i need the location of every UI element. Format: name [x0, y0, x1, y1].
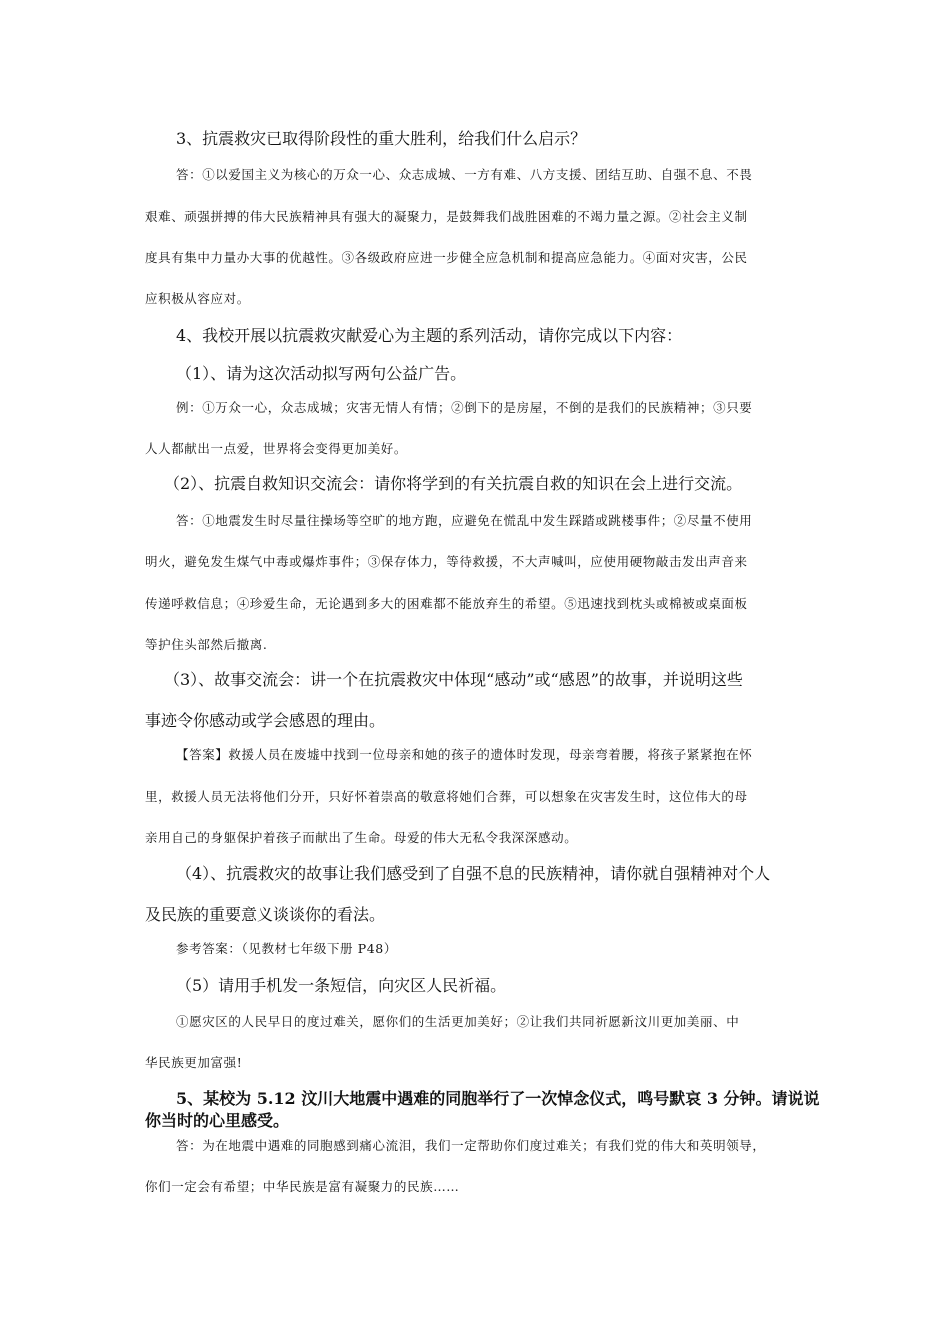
answer-4-3-line-3: 亲用自己的身躯保护着孩子而献出了生命。母爱的伟大无私令我深深感动。 — [145, 830, 578, 845]
answer-4-5-line-2: 华民族更加富强! — [145, 1055, 243, 1070]
question-4-intro: 4、我校开展以抗震救灾献爱心为主题的系列活动，请你完成以下内容： — [176, 326, 683, 345]
question-4-1: （1）、请为这次活动拟写两句公益广告。 — [176, 364, 467, 383]
answer-4-4-line-1: 参考答案：（见教材七年级下册 P48） — [176, 941, 397, 956]
question-4-3-line-2: 事迹令你感动或学会感恩的理由。 — [145, 711, 386, 730]
answer-4-3-line-2: 里，救援人员无法将他们分开，只好怀着崇高的敬意将她们合葬，可以想象在灾害发生时，这位伟大的母 — [145, 789, 748, 804]
question-5-line-1: 5、某校为 5.12 汶川大地震中遇难的同胞举行了一次悼念仪式，鸣号默哀 3 分钟。请说说 — [176, 1089, 820, 1108]
answer-4-2-line-1: 答：①地震发生时尽量往操场等空旷的地方跑，应避免在慌乱中发生踩踏或跳楼事件；②尽量不使用 — [176, 513, 753, 528]
question-4-5: （5）请用手机发一条短信，向灾区人民祈福。 — [176, 976, 507, 995]
question-3: 3、抗震救灾已取得阶段性的重大胜利，给我们什么启示？ — [176, 129, 587, 148]
question-4-4-line-2: 及民族的重要意义谈谈你的看法。 — [145, 905, 386, 924]
answer-5-line-1: 答：为在地震中遇难的同胞感到痛心流泪，我们一定帮助你们度过难关；有我们党的伟大和英明领导， — [176, 1138, 766, 1153]
question-4-4-line-1: （4）、抗震救灾的故事让我们感受到了自强不息的民族精神，请你就自强精神对个人 — [176, 864, 771, 883]
answer-4-3-line-1: 【答案】救援人员在废墟中找到一位母亲和她的孩子的遗体时发现，母亲弯着腰，将孩子紧紧抱在怀 — [176, 747, 753, 762]
answer-5-line-2: 你们一定会有希望；中华民族是富有凝聚力的民族…… — [145, 1179, 460, 1194]
answer-4-1-line-2: 人人都献出一点爱，世界将会变得更加美好。 — [145, 441, 408, 456]
answer-4-2-line-4: 等护住头部然后撤离. — [145, 637, 268, 652]
answer-4-2-line-3: 传递呼救信息；④珍爱生命，无论遇到多大的困难都不能放弃生的希望。⑤迅速找到枕头或棉被或桌面板 — [145, 596, 748, 611]
answer-4-5-line-1: ①愿灾区的人民早日的度过难关，愿你们的生活更加美好；②让我们共同祈愿新汶川更加美丽、中 — [176, 1014, 740, 1029]
question-5-line-2: 你当时的心里感受。 — [145, 1111, 290, 1130]
answer-4-2-line-2: 明火，避免发生煤气中毒或爆炸事件；③保存体力，等待救援，不大声喊叫，应使用硬物敲击发出声音来 — [145, 554, 748, 569]
answer-4-1-line-1: 例：①万众一心，众志成城；灾害无情人有情；②倒下的是房屋，不倒的是我们的民族精神；③只要 — [176, 400, 753, 415]
answer-3-line-1: 答：①以爱国主义为核心的万众一心、众志成城、一方有难、八方支援、团结互助、自强不息、不畏 — [176, 167, 753, 182]
question-4-2: （2）、抗震自救知识交流会：请你将学到的有关抗震自救的知识在会上进行交流。 — [164, 474, 743, 493]
answer-3-line-3: 度具有集中力量办大事的优越性。③各级政府应进一步健全应急机制和提高应急能力。④面对灾害，公民 — [145, 250, 748, 265]
answer-3-line-4: 应积极从容应对。 — [145, 291, 250, 306]
question-4-3-line-1: （3）、故事交流会：讲一个在抗震救灾中体现“感动”或“感恩”的故事，并说明这些 — [164, 670, 743, 689]
answer-3-line-2: 艰难、顽强拼搏的伟大民族精神具有强大的凝聚力，是鼓舞我们战胜困难的不竭力量之源。②社会主义制 — [145, 209, 748, 224]
